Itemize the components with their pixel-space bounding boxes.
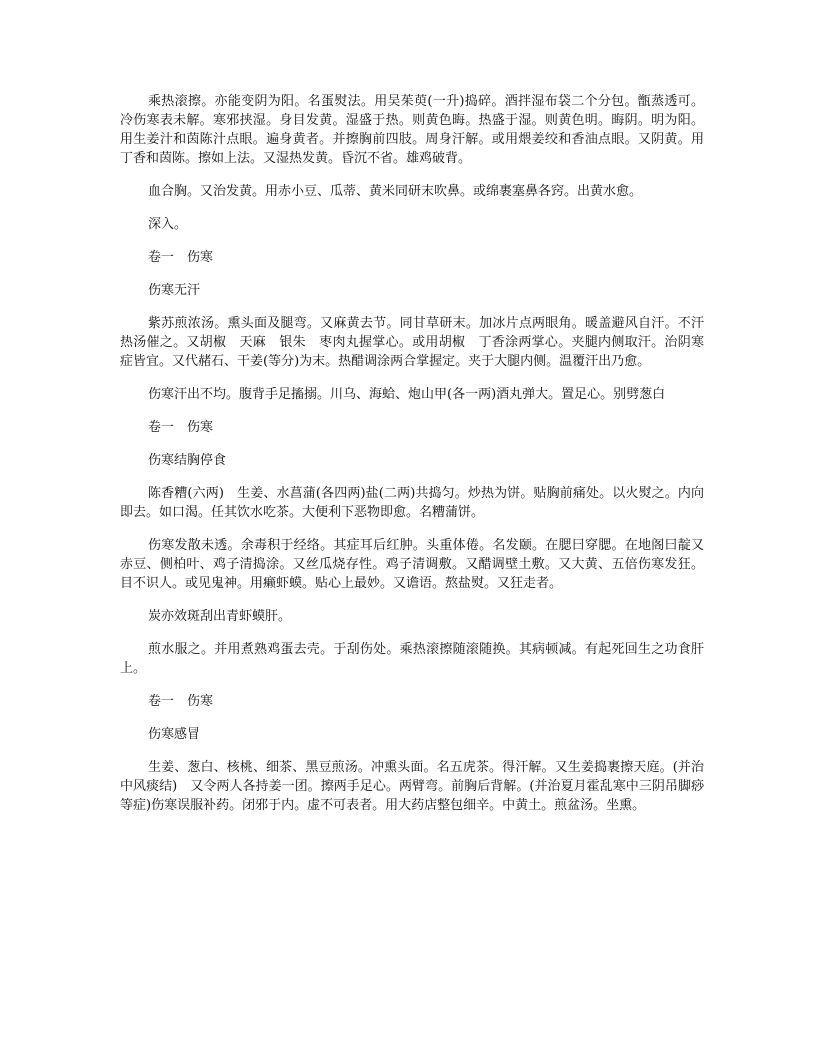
body-paragraph: 紫苏煎浓汤。熏头面及腿弯。又麻黄去节。同甘草研末。加冰片点两眼角。暖盖避风自汗。不汗热汤催之。又胡椒 天麻 银朱 枣肉丸握掌心。或用胡椒 丁香涂两掌心。夹腿内侧取汗。治阴寒症皆宜。又代赭石、干姜(等分)为末。热醋调涂两合掌握定。夹于大腿内侧。温覆汗出乃愈。 xyxy=(120,316,704,369)
body-paragraph: 生姜、葱白、核桃、细茶、黑豆煎汤。冲熏头面。名五虎茶。得汗解。又生姜捣裹擦天庭。(并治中风痰结) 又令两人各持姜一团。擦两手足心。两臂弯。前胸后背解。(并治夏月霍乱寒中三阴吊脚痧等症)伤寒误服补药。闭邪于内。虚不可表者。用大药店整包细辛。中黄土。煎盆汤。坐熏。 xyxy=(120,760,704,813)
body-paragraph: 炭亦效斑刮出青虾蟆肝。 xyxy=(148,609,292,624)
body-paragraph: 煎水服之。并用煮熟鸡蛋去壳。于刮伤处。乘热滚擦随滚随换。其病顿减。有起死回生之功食肝上。 xyxy=(120,642,704,676)
body-paragraph: 伤寒发散未透。余毒积于经络。其症耳后红肿。头重体倦。名发颐。在腮曰穿腮。在地阁曰靛又赤豆、侧柏叶、鸡子清捣涂。又丝瓜烧存性。鸡子清调敷。又醋调壁土敷。又大黄、五倍伤寒发狂。目不识人。或见鬼神。用癞虾蟆。贴心上最妙。又谵语。熬盐熨。又狂走者。 xyxy=(120,538,704,591)
volume-heading: 卷一 伤寒 xyxy=(148,420,214,435)
document-page xyxy=(120,92,704,829)
section-heading: 伤寒结胸停食 xyxy=(148,453,227,468)
body-paragraph: 陈香糟(六两) 生姜、水菖蒲(各四两)盐(二两)共捣匀。炒热为饼。贴胸前痛处。以火熨之。内向即去。如口渴。任其饮水吃茶。大便利下恶物即愈。名糟蒲饼。 xyxy=(120,486,704,520)
body-paragraph: 伤寒汗出不均。腹背手足搐搦。川乌、海蛤、炮山甲(各一两)酒丸弹大。置足心。别劈葱白 xyxy=(148,387,666,402)
volume-heading: 卷一 伤寒 xyxy=(148,250,214,265)
body-paragraph: 乘热滚擦。亦能变阴为阳。名蛋熨法。用吴茱萸(一升)捣碎。酒拌湿布袋二个分包。甑蒸透可。冷伤寒表未解。寒邪挟湿。身目发黄。湿盛于热。则黄色晦。热盛于湿。则黄色明。晦阴。明为阳。用生姜汁和茵陈汁点眼。遍身黄者。并擦胸前四肢。周身汗解。或用煨姜绞和香油点眼。又阴黄。用丁香和茵陈。擦如上法。又湿热发黄。昏沉不省。雄鸡破背。 xyxy=(120,94,704,166)
body-paragraph: 深入。 xyxy=(148,217,188,232)
section-heading: 伤寒无汗 xyxy=(148,283,201,298)
section-heading: 伤寒感冒 xyxy=(148,727,201,742)
body-paragraph: 血合胸。又治发黄。用赤小豆、瓜蒂、黄米同研末吹鼻。或绵裹塞鼻各窍。出黄水愈。 xyxy=(148,184,643,199)
volume-heading: 卷一 伤寒 xyxy=(148,694,214,709)
